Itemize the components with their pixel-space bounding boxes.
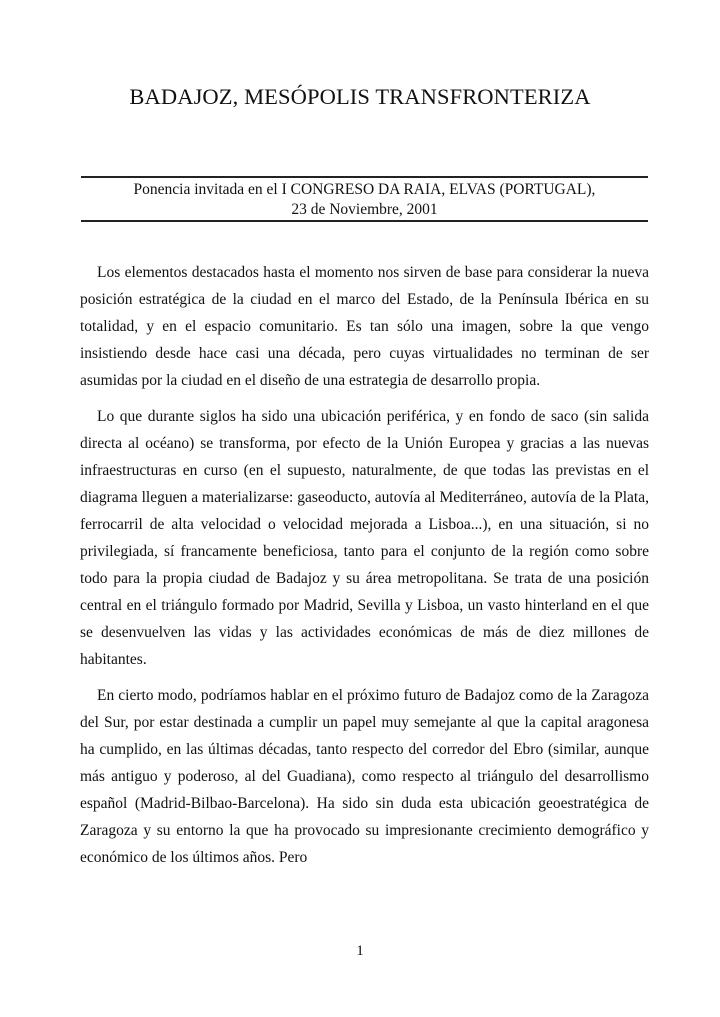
document-body [80, 259, 649, 880]
paragraph-1: Los elementos destacados hasta el momento nos sirven de base para considerar la nueva posición estratégica de la ciudad en el marco del Estado, de la Península Ibérica en su totalidad, y en el espacio comunitario. Es tan sólo una imagen, sobre la que vengo insistiendo desde hace casi una década, pero cuyas virtualidades no terminan de ser asumidas por la ciudad en el diseño de una estrategia de desarrollo propia. [80, 264, 649, 389]
subtitle-line-2: 23 de Noviembre, 2001 [291, 201, 438, 218]
subtitle-line-1: Ponencia invitada en el I CONGRESO DA RAIA, ELVAS (PORTUGAL), [133, 181, 596, 198]
document-title: BADAJOZ, MESÓPOLIS TRANSFRONTERIZA [129, 84, 591, 109]
subtitle-box [81, 176, 648, 222]
page-number: 1 [356, 943, 364, 959]
paragraph-3: En cierto modo, podríamos hablar en el próximo futuro de Badajoz como de la Zaragoza del Sur, por estar destinada a cumplir un papel muy semejante al que la capital aragonesa ha cumplido, en las últimas décadas, tanto respecto del corredor del Ebro (similar, aunque más antiguo y poderoso, al del Guadiana), como respecto al triángulo del desarrollismo español (Madrid-Bilbao-Barcelona). Ha sido sin duda esta ubicación geoestratégica de Zaragoza y su entorno la que ha provocado su impresionante crecimiento demográfico y económico de los últimos años. Pero [80, 687, 649, 866]
paragraph-2: Lo que durante siglos ha sido una ubicación periférica, y en fondo de saco (sin salida directa al océano) se transforma, por efecto de la Unión Europea y gracias a las nuevas infraestructuras en curso (en el supuesto, naturalmente, de que todas las previstas en el diagrama lleguen a materializarse: gaseoducto, autovía al Mediterráneo, autovía de la Plata, ferrocarril de alta velocidad o velocidad mejorada a Lisboa...), en una situación, si no privilegiada, sí francamente beneficiosa, tanto para el conjunto de la región como sobre todo para la propia ciudad de Badajoz y su área metropolitana. Se trata de una posición central en el triángulo formado por Madrid, Sevilla y Lisboa, un vasto hinterland en el que se desenvuelven las vidas y las actividades económicas de más de diez millones de habitantes. [80, 408, 649, 668]
